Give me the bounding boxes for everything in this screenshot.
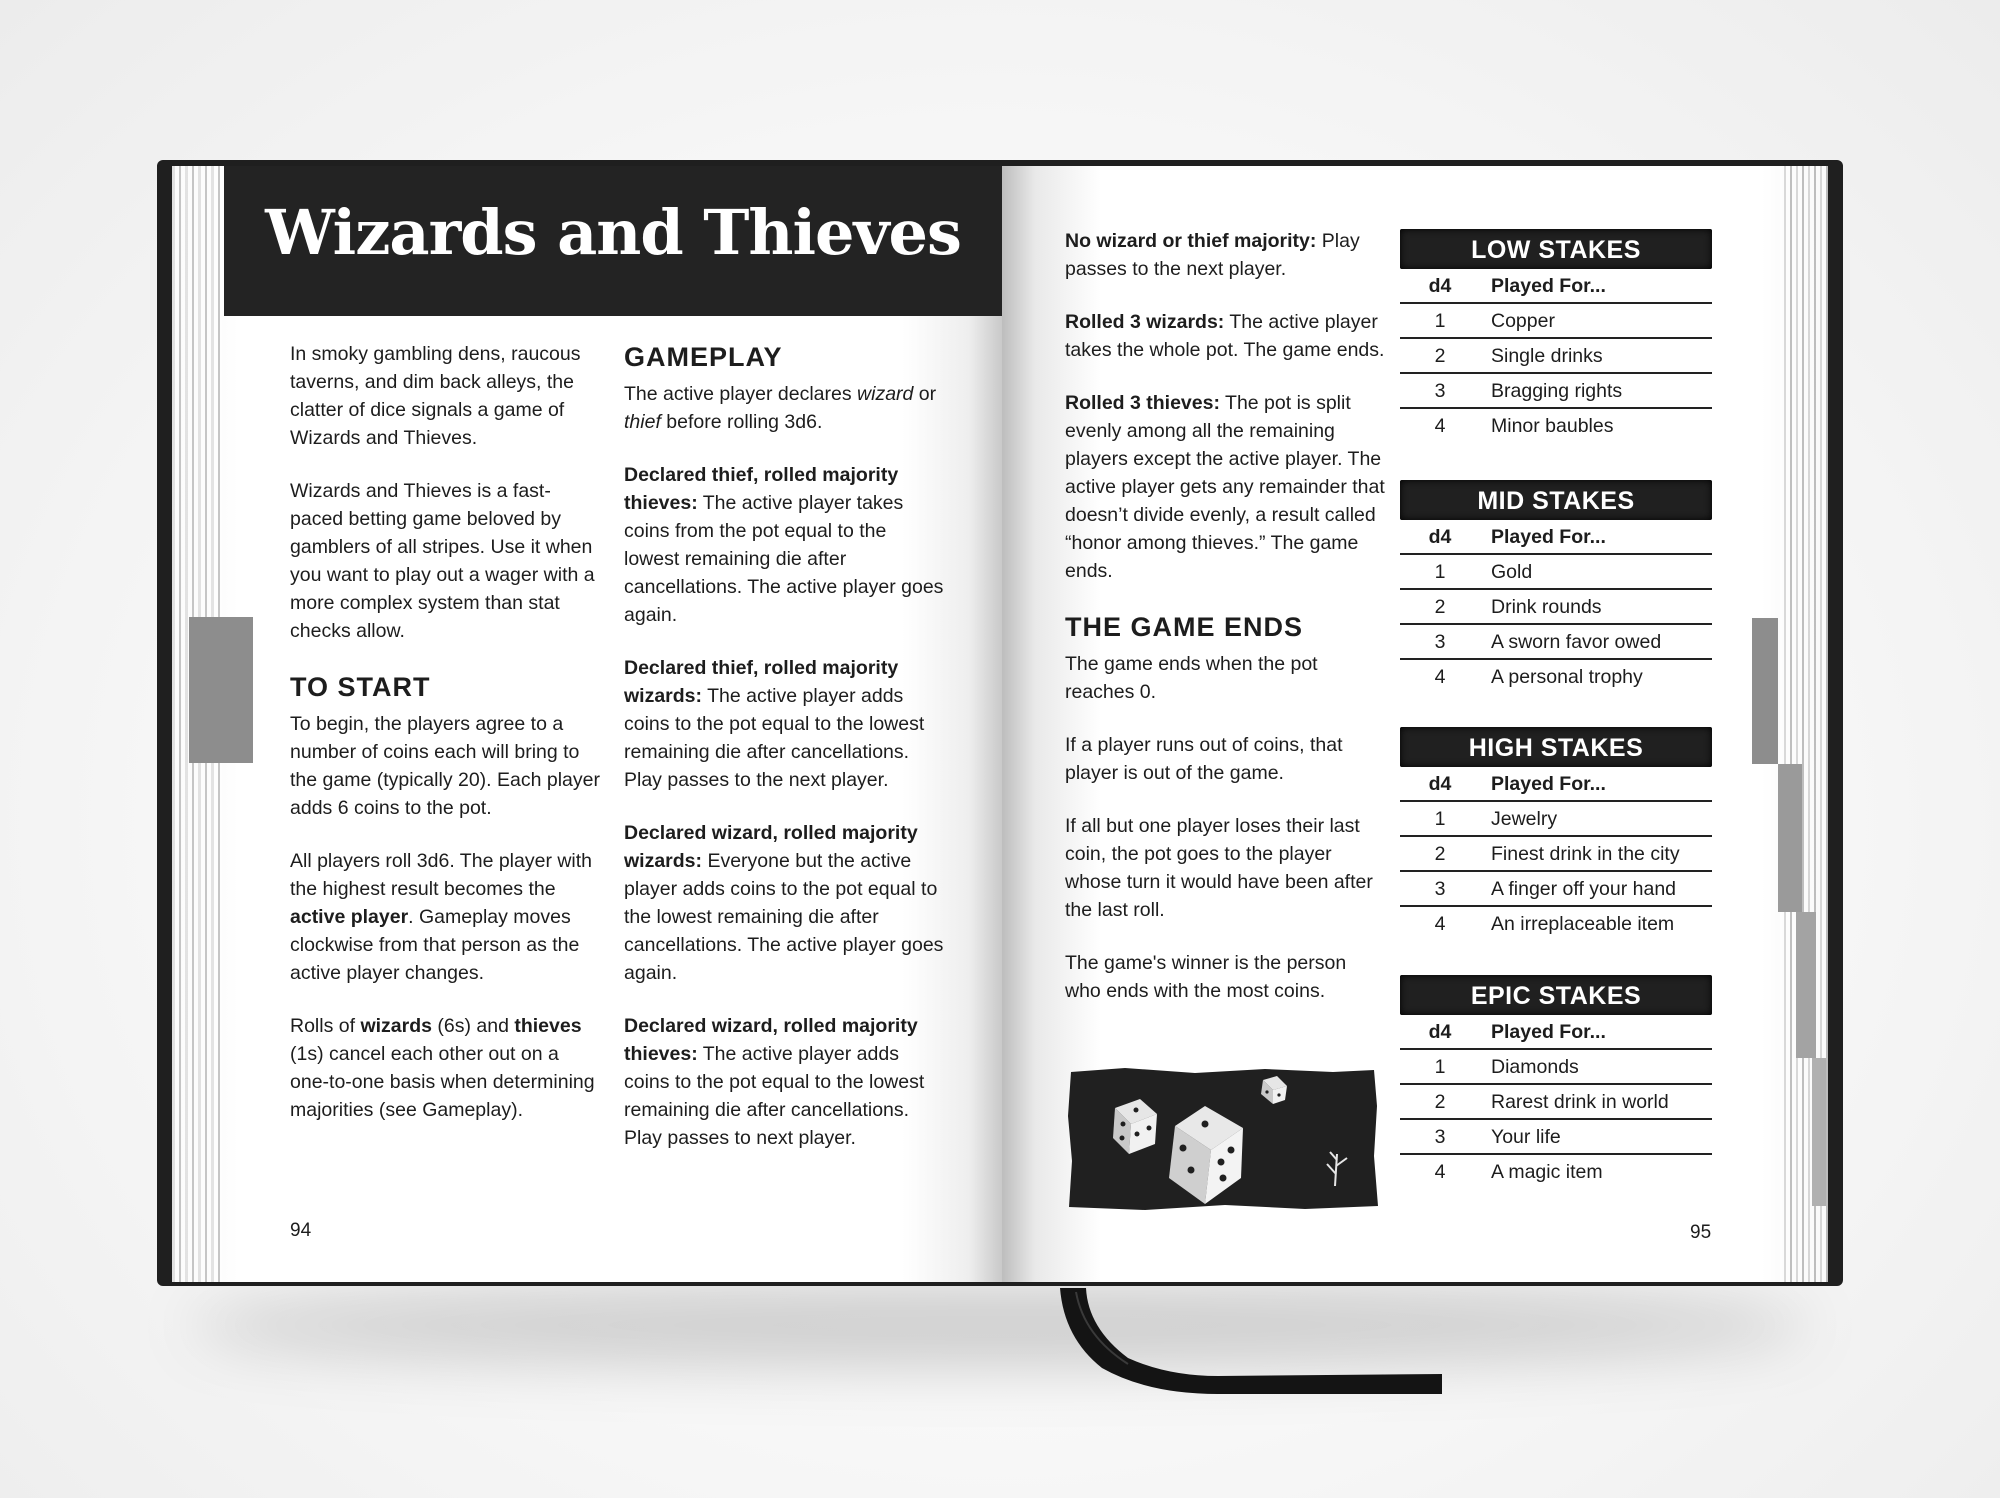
to-start-paragraph-3: Rolls of wizards (6s) and thieves (1s) cancel each other out on a one-to-one basis when determining majorities (see Gameplay). [290,1015,595,1121]
low-stakes-title: LOW STAKES [1400,229,1712,269]
thumb-tab-left [189,617,253,763]
thumb-tab-right-3 [1796,912,1816,1058]
table-header-row: d4 Played For... [1400,1015,1712,1050]
game-ends-paragraph-4: The game's winner is the person who ends with the most coins. [1065,952,1347,1002]
table-row: 1 Copper [1400,304,1712,339]
bookmark-ribbon [1058,1288,1442,1394]
table-header-row: d4 Played For... [1400,269,1712,304]
table-row: 4 Minor baubles [1434,415,1614,437]
table-row: 1 Jewelry [1400,802,1712,837]
to-start-paragraph-1: To begin, the players agree to a number of coins each will bring to the game (typically 20). Each player adds 6 coins to the pot. [290,713,600,819]
rule-three-wizards: Rolled 3 wizards: The active player takes the whole pot. The game ends. [1065,311,1385,361]
low-stakes-table [1400,229,1712,442]
gameplay-rule-wizard-wizards: Declared wizard, rolled majority wizards: Everyone but the active player adds coins to the pot equal to the lowest remaining die after cancellations. The active player goes again. [624,822,944,984]
high-stakes-table [1400,727,1712,940]
rule-no-majority: No wizard or thief majority: Play passes to the next player. [1065,230,1360,280]
gameplay-rule-thief-wizards: Declared thief, rolled majority wizards: The active player adds coins to the pot equal to the lowest remaining die after cancellations. Play passes to the next player. [624,657,925,791]
mid-stakes-title: MID STAKES [1400,480,1712,520]
left-column-2 [624,340,944,1177]
table-row: 4 A magic item [1434,1161,1603,1183]
thumb-tab-right-2 [1778,764,1802,912]
table-row: 2 Rarest drink in world [1400,1085,1712,1120]
to-start-paragraph-2: All players roll 3d6. The player with the highest result becomes the active player. Gameplay moves clockwise from that person as the active player changes. [290,850,593,984]
page-title: Wizards and Thieves [265,196,961,269]
thumb-tab-right-4 [1812,1058,1826,1206]
gameplay-heading: GAMEPLAY [624,342,783,372]
rule-three-thieves: Rolled 3 thieves: The pot is split evenly among all the remaining players except the active player. The active player gets any remainder that doesn’t divide evenly, a result called “honor among thieves.” The game ends. [1065,392,1385,582]
dice-illustration [1065,1066,1379,1211]
table-row: 4 A personal trophy [1434,666,1643,688]
game-ends-heading: THE GAME ENDS [1065,612,1304,642]
mid-stakes-table [1400,480,1712,693]
table-row: 3 A finger off your hand [1400,872,1712,907]
gameplay-rule-wizard-thieves: Declared wizard, rolled majority thieves: The active player adds coins to the pot equal to the lowest remaining die after cancellations. Play passes to next player. [624,1015,925,1149]
table-row: 1 Gold [1400,555,1712,590]
table-header-row: d4 Played For... [1400,520,1712,555]
table-row: 3 Bragging rights [1400,374,1712,409]
to-start-heading: TO START [290,672,431,702]
game-ends-paragraph-1: The game ends when the pot reaches 0. [1065,653,1318,703]
table-row: 3 Your life [1400,1120,1712,1155]
right-column-1 [1065,227,1385,1030]
table-row: 1 Diamonds [1400,1050,1712,1085]
gameplay-paragraph-1: The active player declares wizard or thief before rolling 3d6. [624,383,937,433]
gameplay-rule-thief-thieves: Declared thief, rolled majority thieves: The active player takes coins from the pot equal to the lowest remaining die after cancellations. The active player goes again. [624,464,944,626]
intro-paragraph-1: In smoky gambling dens, raucous taverns, and dim back alleys, the clatter of dice signals a game of Wizards and Thieves. [290,343,581,449]
table-header-row: d4 Played For... [1400,767,1712,802]
thumb-tab-right-1 [1752,618,1778,764]
intro-paragraph-2: Wizards and Thieves is a fast-paced betting game beloved by gamblers of all stripes. Use it when you want to play out a wager with a more complex system than stat checks allow. [290,480,595,642]
game-ends-paragraph-2: If a player runs out of coins, that player is out of the game. [1065,734,1343,784]
table-row: 3 A sworn favor owed [1400,625,1712,660]
epic-stakes-table [1400,975,1712,1188]
book-shadow [190,1285,1810,1365]
table-row: 4 An irreplaceable item [1434,913,1675,935]
left-column-1 [290,340,600,1149]
table-row: 2 Finest drink in the city [1400,837,1712,872]
game-ends-paragraph-3: If all but one player loses their last coin, the pot goes to the player whose turn it would have been after the last roll. [1065,815,1373,921]
table-row: 2 Single drinks [1400,339,1712,374]
page-number-right: 95 [1690,1222,1712,1243]
epic-stakes-title: EPIC STAKES [1400,975,1712,1015]
high-stakes-title: HIGH STAKES [1400,727,1712,767]
table-row: 2 Drink rounds [1400,590,1712,625]
page-number-left: 94 [290,1220,312,1241]
